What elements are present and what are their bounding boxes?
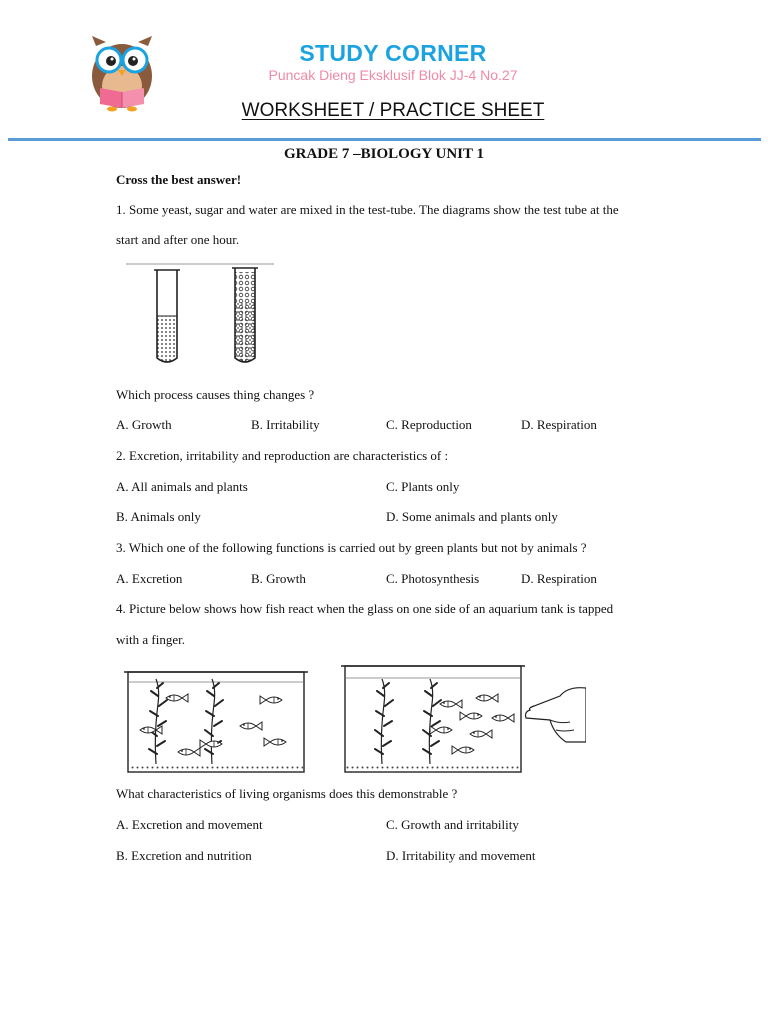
question-1-text-cont: start and after one hour. <box>116 232 240 247</box>
q2-option-b[interactable]: B. Animals only <box>116 509 201 524</box>
q3-option-b[interactable]: B. Growth <box>251 571 306 586</box>
q1-option-b[interactable]: B. Irritability <box>251 417 320 432</box>
q3-option-d[interactable]: D. Respiration <box>521 571 597 586</box>
tapping-finger <box>526 688 587 742</box>
q2-option-c[interactable]: C. Plants only <box>386 479 460 494</box>
q3-option-c[interactable]: C. Photosynthesis <box>386 571 480 586</box>
aquarium-tank-after-tap <box>341 666 525 772</box>
worksheet-title: WORKSHEET / PRACTICE SHEET <box>241 100 545 121</box>
instruction: Cross the best answer! <box>116 172 242 187</box>
unit-title: GRADE 7 –BIOLOGY UNIT 1 <box>283 146 485 162</box>
q4-option-c[interactable]: C. Growth and irritability <box>386 817 519 832</box>
test-tube-after-one-hour <box>232 268 258 362</box>
brand-title: STUDY CORNER <box>299 40 487 66</box>
question-1-text: 1. Some yeast, sugar and water are mixed in the test-tube. The diagrams show the test tube at the <box>116 202 619 217</box>
q4-option-d[interactable]: D. Irritability and movement <box>386 848 536 863</box>
q1-option-d[interactable]: D. Respiration <box>521 417 597 432</box>
q2-option-a[interactable]: A. All animals and plants <box>116 479 248 494</box>
q4-option-b[interactable]: B. Excretion and nutrition <box>116 848 252 863</box>
test-tube-diagram <box>124 262 276 368</box>
question-4-text-cont: with a finger. <box>116 632 185 647</box>
aquarium-tank-before <box>124 672 308 772</box>
brand-address: Puncak Dieng Eksklusif Blok JJ-4 No.27 <box>268 67 518 83</box>
q3-option-a[interactable]: A. Excretion <box>116 571 183 586</box>
aquarium-diagram <box>120 660 586 776</box>
question-4-prompt: What characteristics of living organisms does this demonstrable ? <box>116 786 458 801</box>
question-1-prompt: Which process causes thing changes ? <box>116 387 315 402</box>
header-divider <box>8 138 761 141</box>
question-4-text: 4. Picture below shows how fish react when the glass on one side of an aquarium tank is tapped <box>116 601 614 616</box>
question-2-text: 2. Excretion, irritability and reproduction are characteristics of : <box>116 448 449 463</box>
question-3-text: 3. Which one of the following functions is carried out by green plants but not by animals ? <box>116 540 587 555</box>
q4-option-a[interactable]: A. Excretion and movement <box>116 817 263 832</box>
q2-option-d[interactable]: D. Some animals and plants only <box>386 509 558 524</box>
q1-option-a[interactable]: A. Growth <box>116 417 172 432</box>
q1-option-c[interactable]: C. Reproduction <box>386 417 472 432</box>
test-tube-start <box>154 270 180 362</box>
